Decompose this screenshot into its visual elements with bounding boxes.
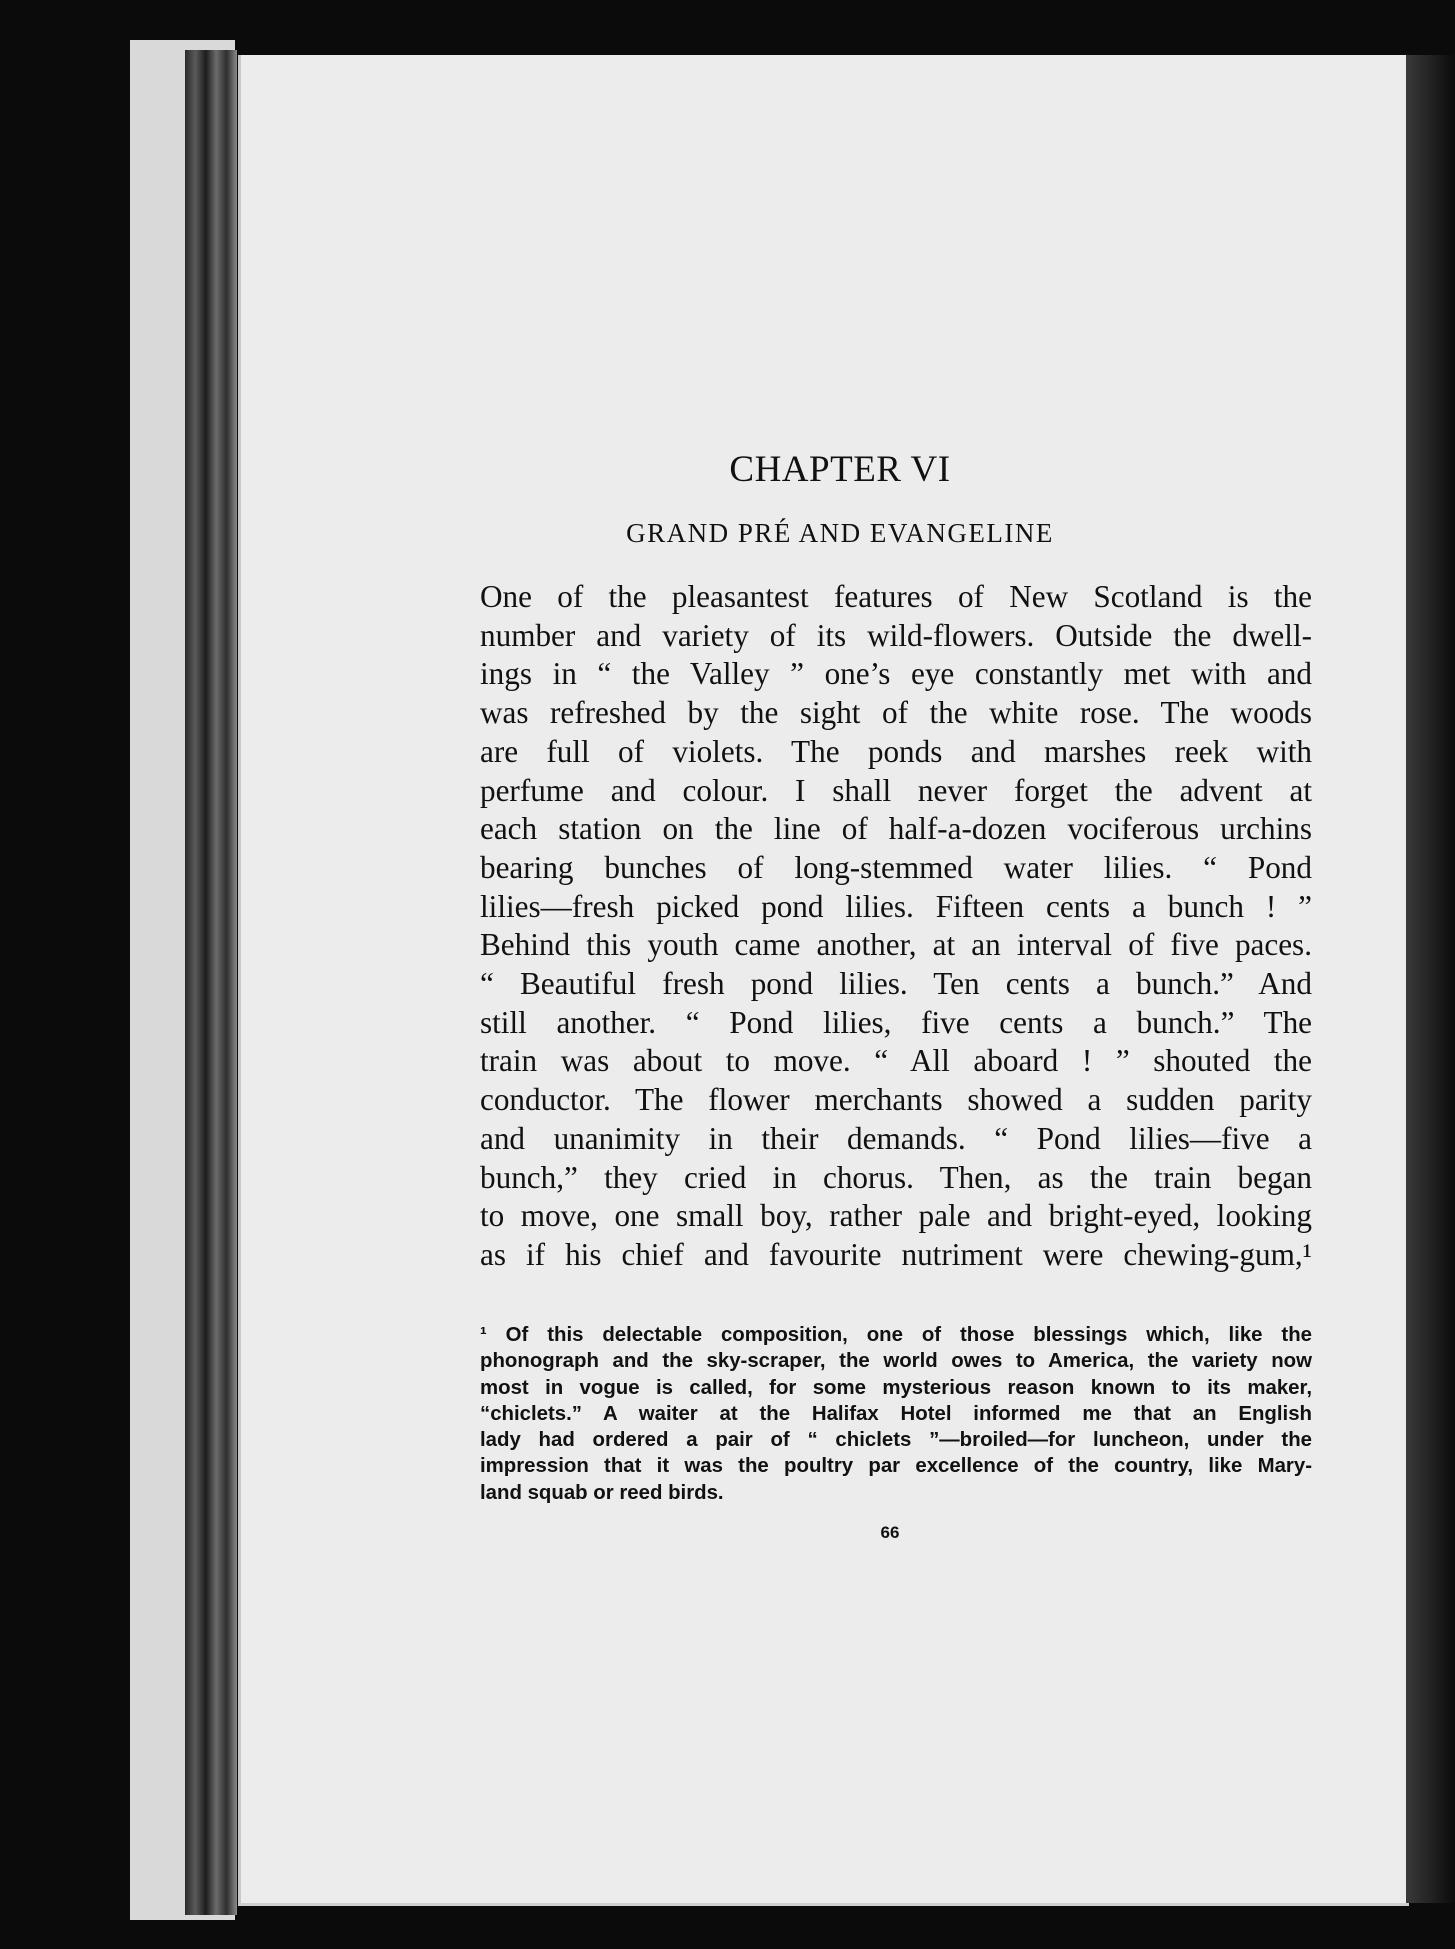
chapter-subtitle: GRAND PRÉ AND EVANGELINE	[626, 518, 1054, 548]
page-number: 66	[880, 1523, 900, 1542]
footnote-line: ¹ Of this delectable composition, one of those blessings which, like the	[480, 1324, 1312, 1346]
chapter-title: CHAPTER VI	[729, 449, 951, 490]
body-line: number and variety of its wild-flowers. Outside the dwell-	[480, 617, 1312, 653]
footnote	[480, 1322, 1312, 1506]
body-line: “ Beautiful fresh pond lilies. Ten cents a bunch.” And	[480, 966, 1312, 1002]
footnote-line: phonograph and the sky-scraper, the world owes to America, the variety now	[480, 1350, 1312, 1373]
body-line: bearing bunches of long-stemmed water lilies. “ Pond	[480, 849, 1312, 885]
footnote-line: most in vogue is called, for some mysterious reason known to its maker,	[480, 1376, 1312, 1399]
right-page-shadow	[1406, 55, 1455, 1903]
body-line: was refreshed by the sight of the white rose. The woods	[480, 695, 1312, 731]
footnote-line: impression that it was the poultry par excellence of the country, like Mary-	[480, 1455, 1312, 1478]
body-line: ings in “ the Valley ” one’s eye constantly met with and	[480, 656, 1312, 692]
footnote-line: land squab or reed birds.	[480, 1481, 724, 1504]
body-line: to move, one small boy, rather pale and bright-eyed, looking	[480, 1198, 1312, 1234]
body-line: conductor. The flower merchants showed a sudden parity	[480, 1082, 1312, 1118]
body-line: lilies—fresh picked pond lilies. Fifteen cents a bunch ! ”	[480, 888, 1312, 924]
body-line: as if his chief and favourite nutriment were chewing-gum,¹	[480, 1236, 1312, 1272]
footnote-line: lady had ordered a pair of “ chiclets ”—broiled—for luncheon, under the	[480, 1429, 1312, 1452]
body-line: are full of violets. The ponds and marshes reek with	[480, 733, 1312, 769]
body-text	[480, 578, 1312, 1275]
body-line: each station on the line of half-a-dozen vociferous urchins	[480, 811, 1312, 847]
body-line: perfume and colour. I shall never forget the advent at	[480, 772, 1312, 808]
body-line: bunch,” they cried in chorus. Then, as the train began	[480, 1159, 1312, 1195]
footnote-line: “chiclets.” A waiter at the Halifax Hotel informed me that an English	[480, 1402, 1312, 1425]
body-line: train was about to move. “ All aboard ! ” shouted the	[480, 1043, 1312, 1079]
book-spine	[185, 50, 237, 1915]
body-line: still another. “ Pond lilies, five cents a bunch.” The	[480, 1004, 1312, 1040]
body-line: One of the pleasantest features of New Scotland is the	[480, 579, 1312, 614]
body-line: Behind this youth came another, at an interval of five paces.	[480, 927, 1312, 963]
body-line: and unanimity in their demands. “ Pond lilies—five a	[480, 1120, 1312, 1156]
